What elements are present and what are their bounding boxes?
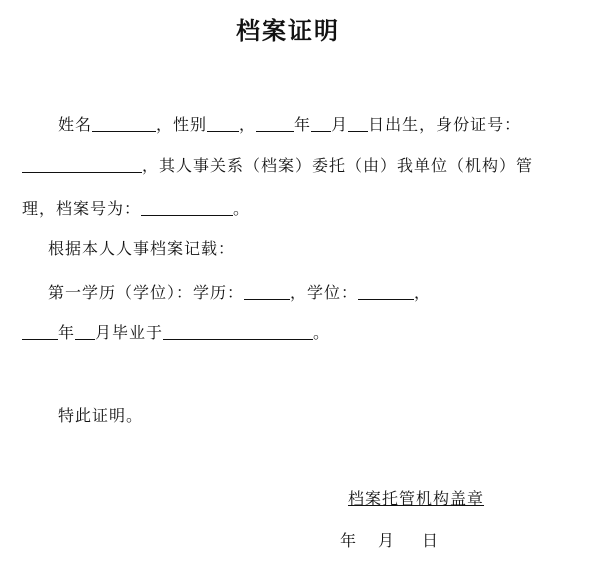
label-file-number: 理，档案号为： <box>22 199 142 218</box>
blank-degree <box>358 283 414 300</box>
label-education: 第一学历（学位）：学历： <box>48 283 245 302</box>
label-year: 年 <box>294 115 312 134</box>
blank-id-number <box>22 156 142 173</box>
para1-line2 <box>22 155 533 177</box>
period2: 。 <box>313 323 331 342</box>
para3-line1 <box>48 282 431 304</box>
date-month: 月 <box>378 531 395 550</box>
blank-gender <box>207 115 239 132</box>
text-relation: ，其人事关系（档案）委托（由）我单位（机构）管 <box>142 156 534 175</box>
blank-grad-month <box>75 323 95 340</box>
date-day: 日 <box>422 531 439 550</box>
label-gender: ，性别 <box>156 115 208 134</box>
seal-label: 档案托管机构盖章 <box>348 489 485 508</box>
blank-birth-month <box>311 115 331 132</box>
document-title: 档案证明 <box>236 17 340 45</box>
label-birth-id: 日出生，身份证号： <box>368 115 522 134</box>
label-degree: ，学位： <box>290 283 359 302</box>
label-name: 姓名 <box>58 115 93 134</box>
closing-text: 特此证明。 <box>58 406 144 425</box>
para2-line: 根据本人人事档案记载： <box>48 239 236 258</box>
label-grad-from: 月毕业于 <box>95 323 164 342</box>
date-year: 年 <box>340 531 357 550</box>
blank-name <box>92 115 156 132</box>
label-grad-year: 年 <box>58 323 76 342</box>
blank-birth-year <box>256 115 294 132</box>
blank-file-number <box>141 199 233 216</box>
para1-line3 <box>22 198 250 220</box>
blank-education <box>244 283 290 300</box>
comma2: ， <box>414 283 432 302</box>
comma: ， <box>239 115 257 134</box>
date-line <box>340 530 438 552</box>
blank-birth-day <box>348 115 368 132</box>
para1-line1 <box>58 114 521 136</box>
period: 。 <box>233 199 251 218</box>
label-month: 月 <box>331 115 349 134</box>
blank-school <box>163 323 313 340</box>
para3-line2 <box>22 322 330 344</box>
blank-grad-year <box>22 323 58 340</box>
